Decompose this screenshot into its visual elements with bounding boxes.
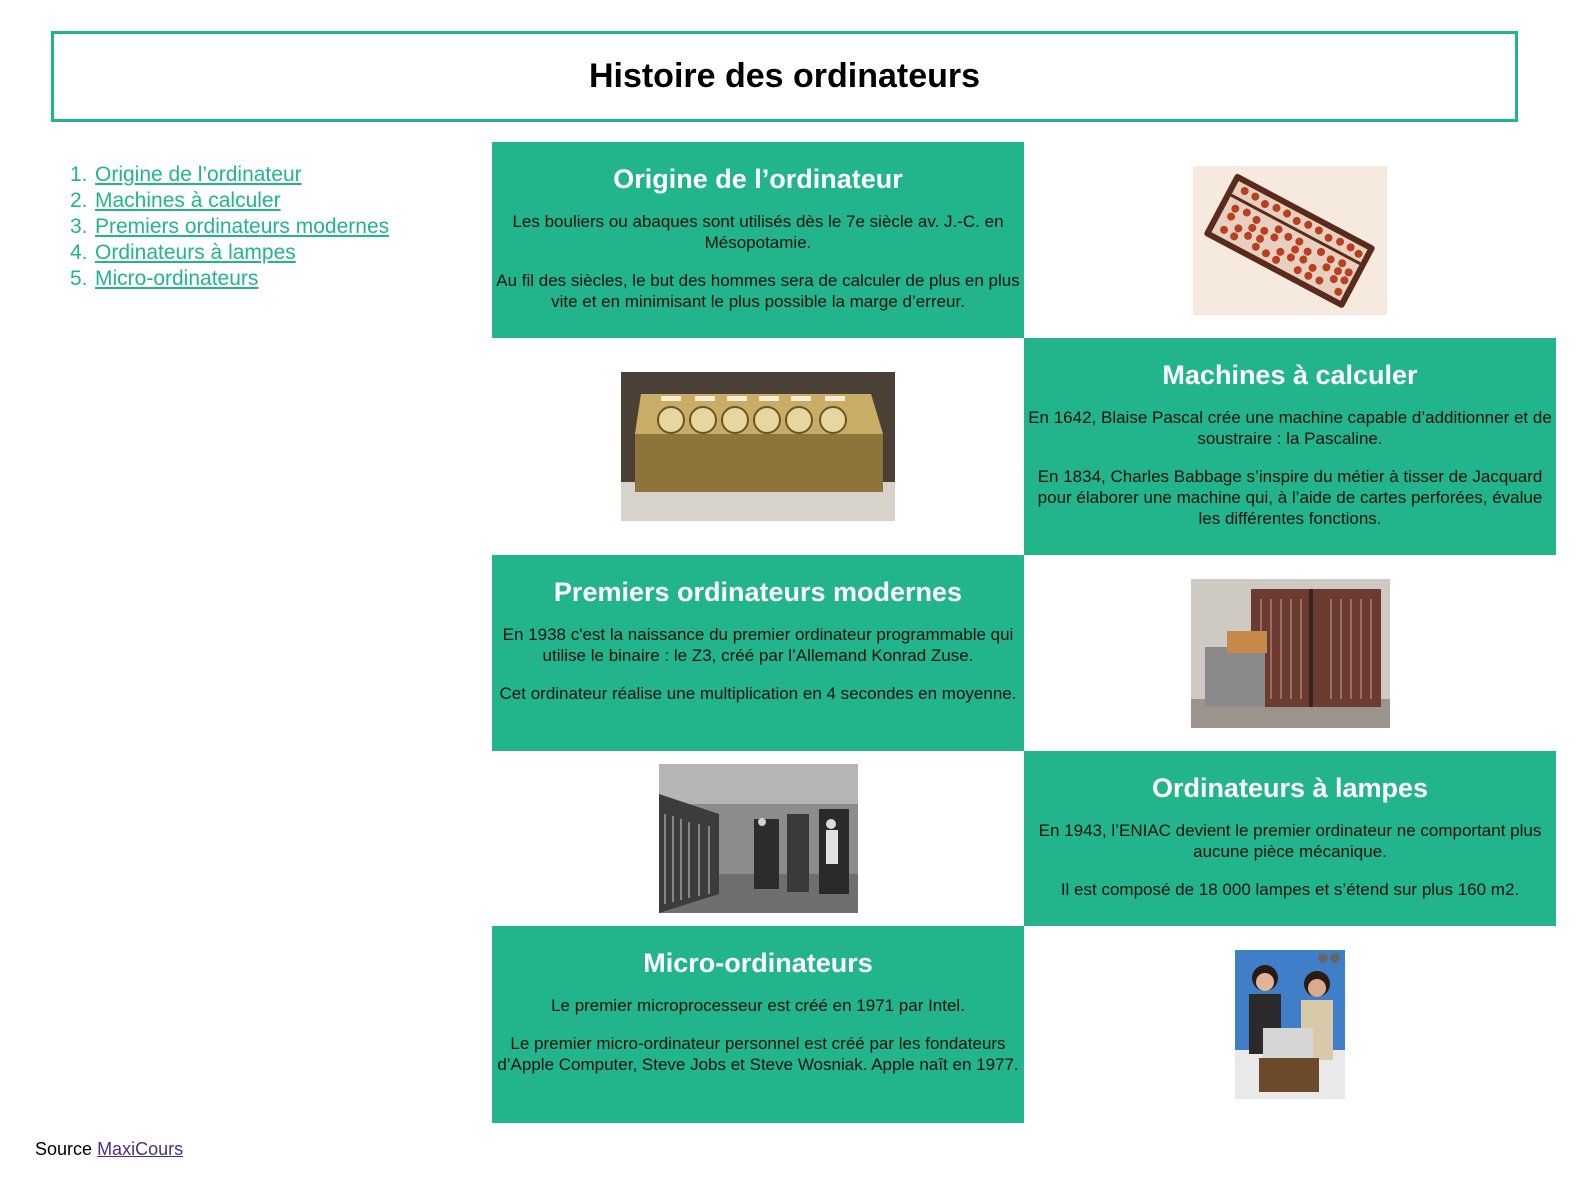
- image-cell: [492, 751, 1024, 926]
- section-machines: [1024, 338, 1556, 555]
- section-paragraph: Il est composé de 18 000 lampes et s’étend sur plus 160 m2.: [1060, 880, 1520, 899]
- toc-number: 5.: [70, 267, 88, 290]
- section-premiers: [492, 555, 1024, 751]
- pascaline-image: [621, 372, 895, 521]
- table-of-contents: [70, 162, 389, 292]
- section-paragraph: En 1642, Blaise Pascal crée une machine capable d’additionner et de soustraire : la Pascaline.: [1028, 408, 1552, 448]
- image-cell: [1024, 926, 1556, 1123]
- toc-number: 2.: [70, 189, 88, 212]
- section-title: Micro-ordinateurs: [643, 948, 873, 978]
- toc-item: [70, 214, 389, 240]
- page-header: [51, 31, 1518, 122]
- section-paragraph: Le premier microprocesseur est créé en 1971 par Intel.: [551, 996, 965, 1015]
- section-paragraph: En 1834, Charles Babbage s’inspire du métier à tisser de Jacquard pour élaborer une machine qui, à l’aide de cartes perforées, évalue les différentes fonctions.: [1037, 467, 1543, 528]
- section-paragraph: En 1943, l’ENIAC devient le premier ordinateur ne comportant plus aucune pièce mécanique.: [1038, 821, 1542, 861]
- toc-item: [70, 188, 389, 214]
- image-cell: [1024, 555, 1556, 751]
- source-footer: [35, 1139, 183, 1160]
- jobs-wozniak-image: [1235, 950, 1345, 1099]
- section-title: Machines à calculer: [1162, 360, 1418, 390]
- toc-link-lampes[interactable]: Ordinateurs à lampes: [95, 241, 296, 264]
- toc-item: [70, 266, 389, 292]
- image-cell: [1024, 142, 1556, 338]
- toc-link-origine[interactable]: Origine de l’ordinateur: [95, 163, 302, 186]
- abacus-image: [1193, 166, 1387, 315]
- toc-number: 4.: [70, 241, 88, 264]
- section-paragraph: Cet ordinateur réalise une multiplication en 4 secondes en moyenne.: [499, 684, 1017, 703]
- section-title: Ordinateurs à lampes: [1151, 773, 1429, 803]
- toc-link-machines[interactable]: Machines à calculer: [95, 189, 281, 212]
- content-grid: [492, 142, 1556, 1123]
- toc-number: 3.: [70, 215, 88, 238]
- z3-computer-image: [1191, 579, 1390, 728]
- image-cell: [492, 338, 1024, 555]
- eniac-image: [659, 764, 858, 913]
- section-title: Origine de l’ordinateur: [613, 164, 903, 194]
- toc-item: [70, 162, 389, 188]
- source-label: Source: [35, 1139, 93, 1159]
- section-origine: [492, 142, 1024, 338]
- section-lampes: [1024, 751, 1556, 926]
- toc-number: 1.: [70, 163, 88, 186]
- source-link[interactable]: MaxiCours: [97, 1139, 184, 1159]
- toc-link-micro[interactable]: Micro-ordinateurs: [95, 267, 259, 290]
- toc-link-premiers[interactable]: Premiers ordinateurs modernes: [95, 215, 390, 238]
- section-paragraph: En 1938 c'est la naissance du premier ordinateur programmable qui utilise le binaire : le Z3, créé par l’Allemand Konrad Zuse.: [502, 625, 1014, 665]
- page-title: Histoire des ordinateurs: [588, 57, 981, 95]
- section-paragraph: Les bouliers ou abaques sont utilisés dès le 7e siècle av. J.-C. en Mésopotamie.: [512, 212, 1004, 252]
- section-micro: [492, 926, 1024, 1123]
- section-title: Premiers ordinateurs modernes: [553, 577, 963, 607]
- section-paragraph: Le premier micro-ordinateur personnel est créé par les fondateurs d’Apple Computer, Steve Jobs et Steve Wosniak. Apple naît en 1977.: [497, 1034, 1019, 1074]
- section-paragraph: Au fil des siècles, le but des hommes sera de calculer de plus en plus vite et en minimisant le plus possible la marge d’erreur.: [496, 271, 1020, 311]
- toc-item: [70, 240, 389, 266]
